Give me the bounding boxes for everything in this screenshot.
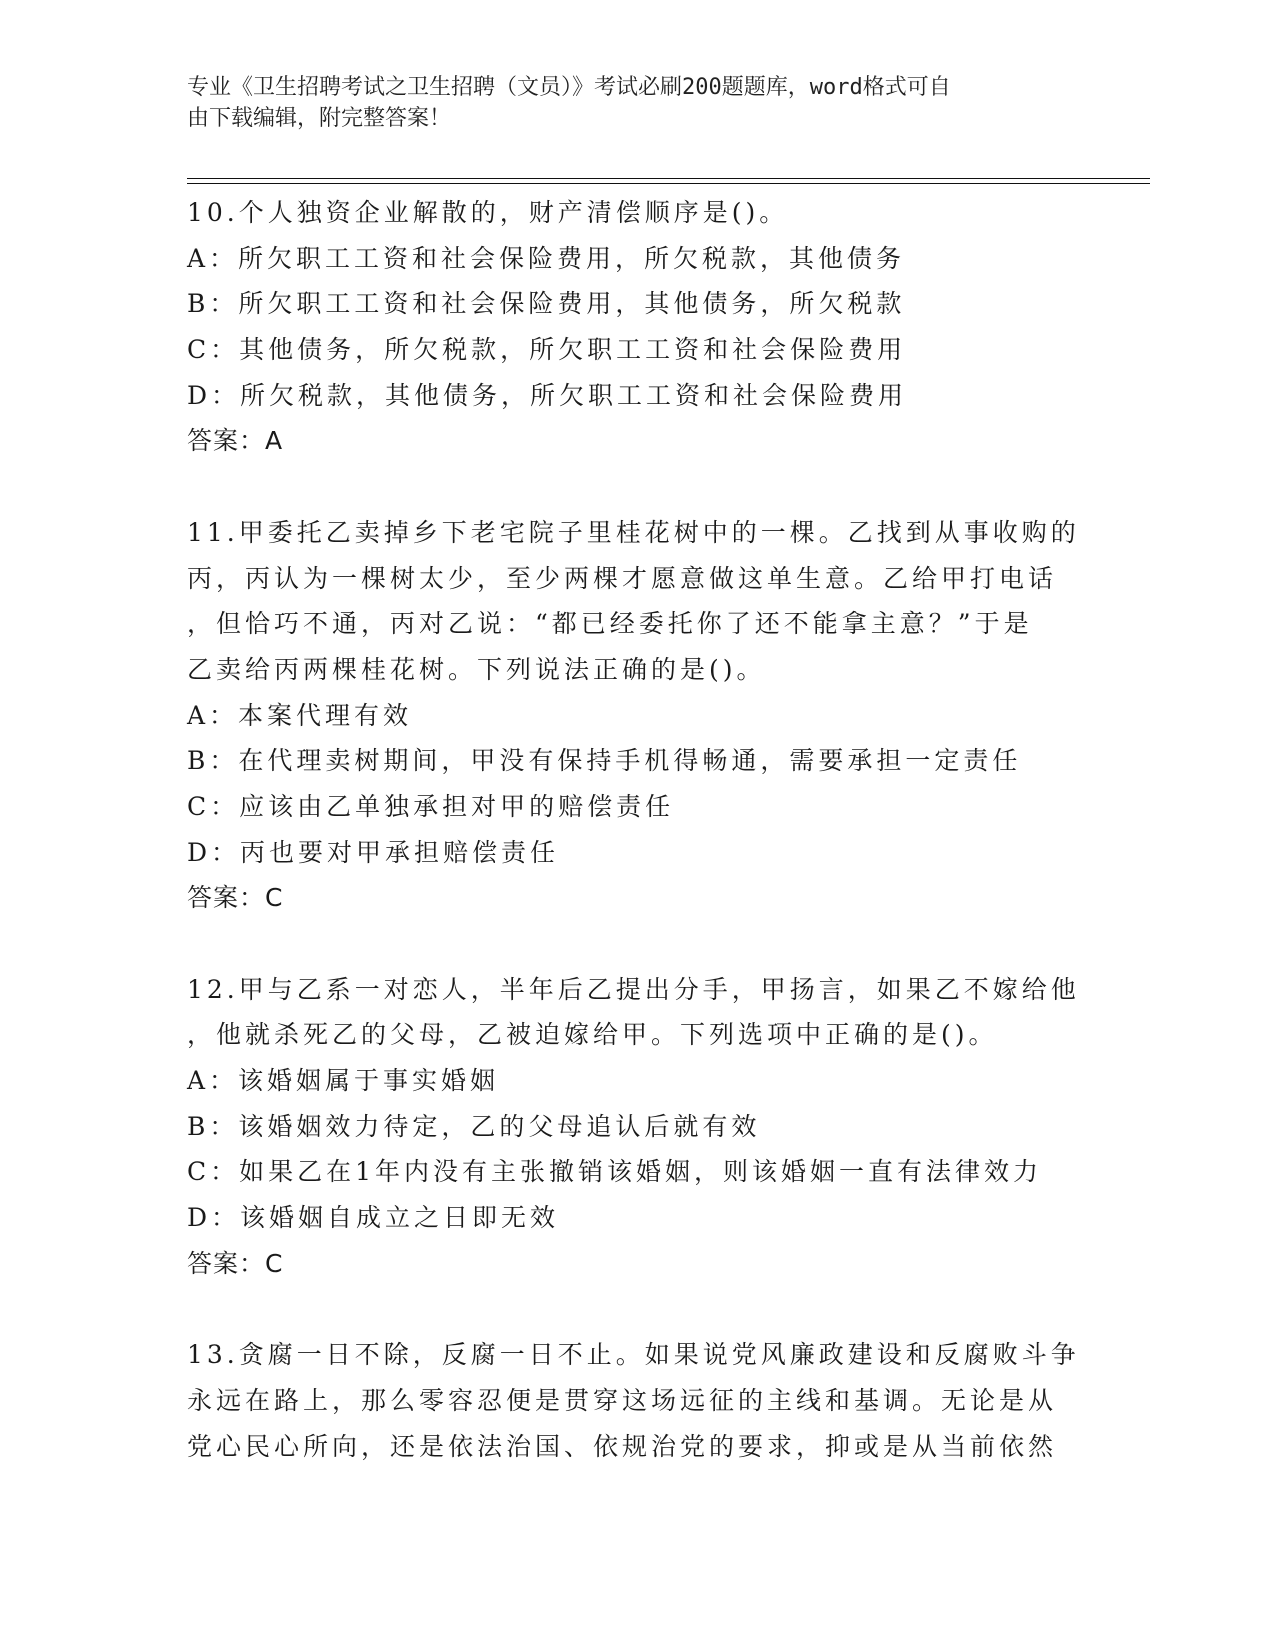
question-stem-line: 10.个人独资企业解散的，财产清偿顺序是()。 [187, 198, 789, 227]
question-spacer [187, 1287, 1087, 1333]
option-b: B：所欠职工工资和社会保险费用，其他债务，所欠税款 [187, 289, 906, 319]
option-d: D：丙也要对甲承担赔偿责任 [187, 837, 560, 867]
document-header [187, 72, 1067, 134]
option-b: B：在代理卖树期间，甲没有保持手机得畅通，需要承担一定责任 [187, 746, 1022, 776]
option-d: D：该婚姻自成立之日即无效 [187, 1203, 560, 1233]
question-stem-line: ，但恰巧不通，丙对乙说：“都已经委托你了还不能拿主意？”于是 [187, 609, 1033, 639]
question-11 [187, 510, 1087, 921]
option-d: D：所欠税款，其他债务，所欠职工工资和社会保险费用 [187, 380, 908, 410]
question-13 [187, 1332, 1087, 1469]
question-stem-line: 13.贪腐一日不除，反腐一日不止。如果说党风廉政建设和反腐败斗争 [187, 1340, 1080, 1370]
question-stem-line: 党心民心所向，还是依法治国、依规治党的要求，抑或是从当前依然 [187, 1431, 1058, 1461]
question-stem-line: 11.甲委托乙卖掉乡下老宅院子里桂花树中的一棵。乙找到从事收购的 [187, 517, 1080, 547]
answer-line: 答案：C [187, 1248, 284, 1278]
option-c: C：其他债务，所欠税款，所欠职工工资和社会保险费用 [187, 335, 907, 365]
option-a: A：该婚姻属于事实婚姻 [187, 1066, 500, 1096]
question-stem-line: 12.甲与乙系一对恋人，半年后乙提出分手，甲扬言，如果乙不嫁给他 [187, 974, 1080, 1004]
question-10 [187, 190, 1087, 464]
question-stem-line: 乙卖给丙两棵桂花树。下列说法正确的是()。 [187, 654, 766, 684]
question-spacer [187, 921, 1087, 967]
question-spacer [187, 464, 1087, 510]
option-a: A：所欠职工工资和社会保险费用，所欠税款，其他债务 [187, 243, 906, 273]
question-stem-line: 永远在路上，那么零容忍便是贯穿这场远征的主线和基调。无论是从 [187, 1385, 1058, 1415]
header-line-1: 专业《卫生招聘考试之卫生招聘（文员）》考试必刷200题题库，word格式可自 [187, 75, 951, 100]
question-12 [187, 967, 1087, 1287]
answer-line: 答案：C [187, 883, 284, 913]
question-list [187, 190, 1087, 1469]
option-a: A：本案代理有效 [187, 700, 413, 730]
option-b: B：该婚姻效力待定，乙的父母追认后就有效 [187, 1111, 761, 1141]
option-c: C：应该由乙单独承担对甲的赔偿责任 [187, 791, 675, 821]
answer-line: 答案：A [187, 426, 284, 456]
question-stem-line: ，他就杀死乙的父母，乙被迫嫁给甲。下列选项中正确的是()。 [187, 1020, 998, 1050]
question-stem-line: 丙，丙认为一棵树太少，至少两棵才愿意做这单生意。乙给甲打电话 [187, 563, 1058, 593]
option-c: C：如果乙在1年内没有主张撤销该婚姻，则该婚姻一直有法律效力 [187, 1157, 1043, 1187]
header-line-2: 由下载编辑，附完整答案！ [187, 106, 452, 131]
header-rule-top [187, 178, 1150, 179]
header-rule-bottom [187, 183, 1150, 184]
